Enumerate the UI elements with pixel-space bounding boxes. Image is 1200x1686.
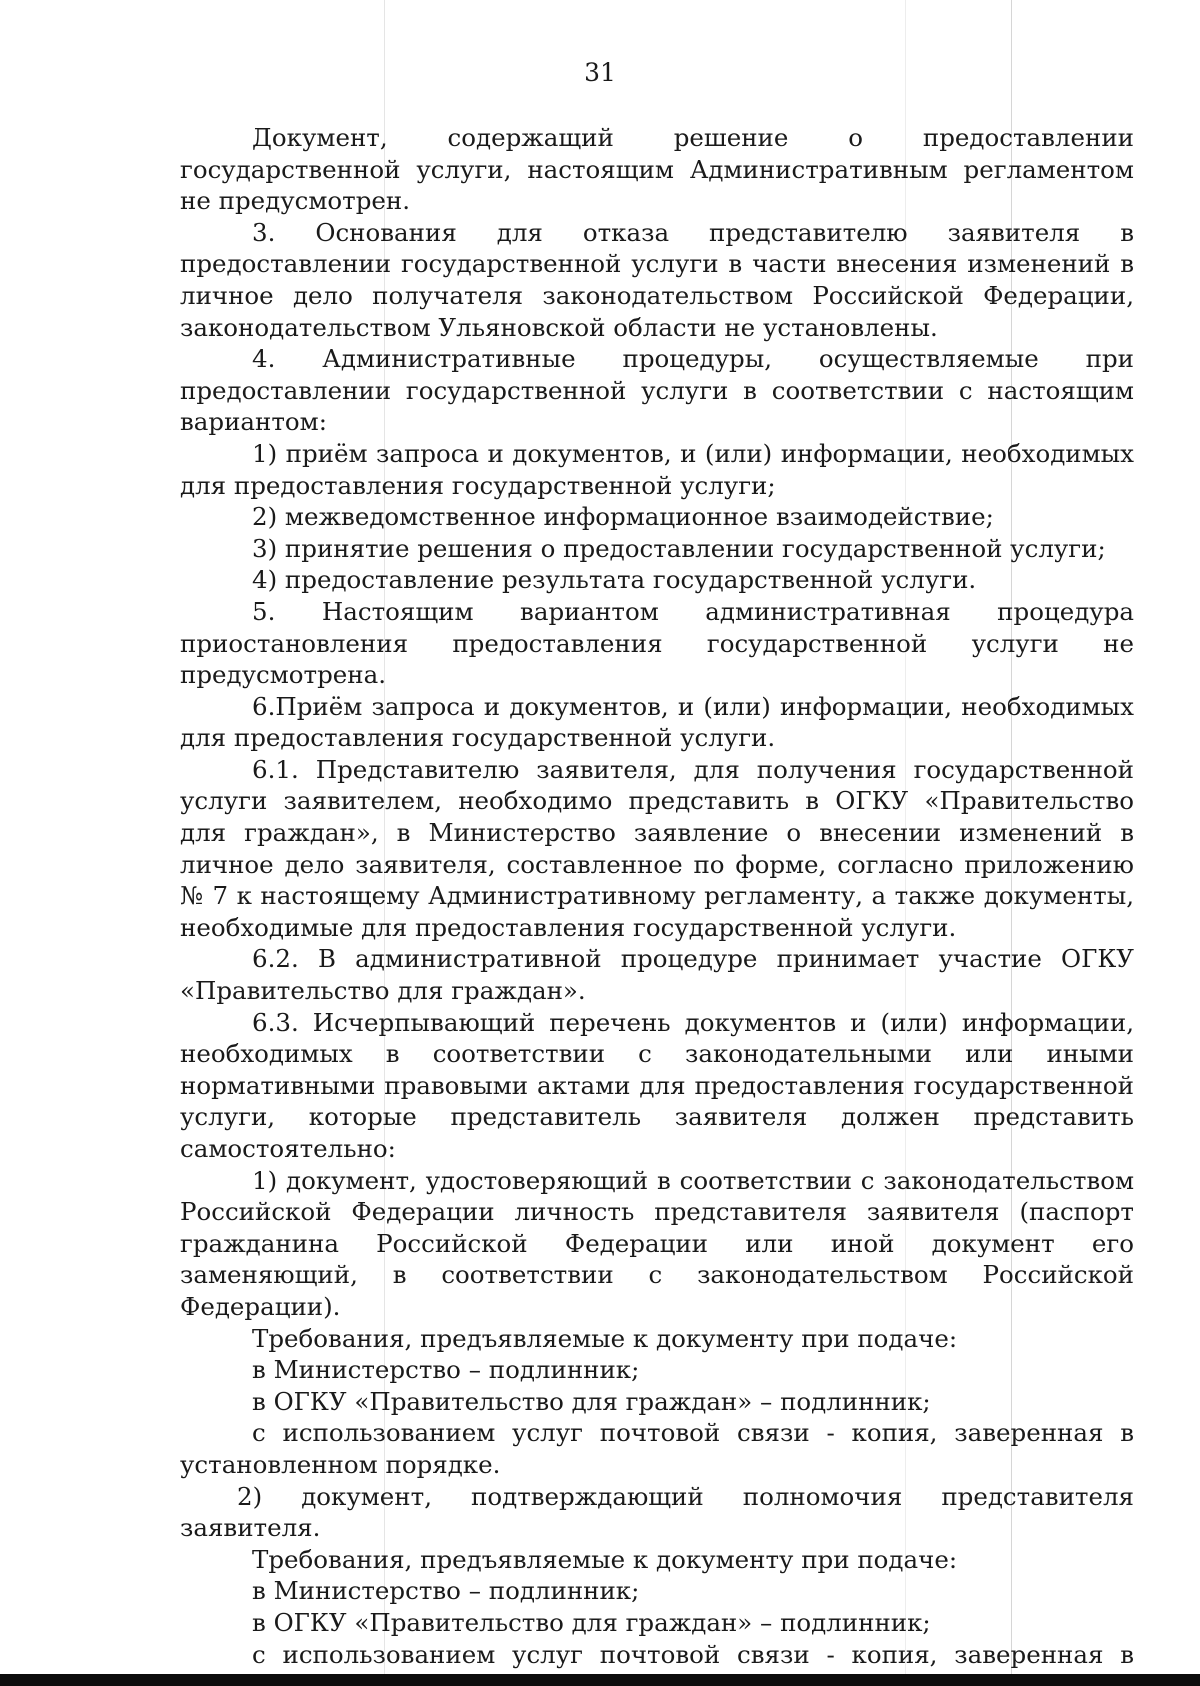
- paragraph: 6.3. Исчерпывающий перечень документов и (или) информации, необходимых в соответствии с законодательными или иными нормативными правовыми актами для предоставления государственной услуги, которые представитель заявителя должен представить самостоятельно:: [180, 1007, 1134, 1163]
- requirement-item: с использованием услуг почтовой связи - копия, заверенная в: [252, 1639, 1134, 1669]
- list-item: 2) межведомственное информационное взаимодействие;: [252, 502, 994, 532]
- paragraph: 6.Приём запроса и документов, и (или) информации, необходимых для предоставления государственной услуги.: [180, 691, 1134, 753]
- list-item: 1) документ, удостоверяющий в соответствии с законодательством Российской Федерации личность представителя заявителя (паспорт гражданина Российской Федерации или иной документ его заменяющий, в соответствии с законодательством Российской Федерации).: [180, 1165, 1134, 1321]
- paragraph: 3. Основания для отказа представителю заявителя в предоставлении государственной услуги в части внесения изменений в личное дело получателя законодательством Российской Федерации, законодательством Ульяновской области не установлены.: [180, 217, 1134, 342]
- list-item: 4) предоставление результата государственной услуги.: [252, 565, 977, 595]
- scan-bottom-edge: [0, 1674, 1200, 1686]
- requirement-item: в ОГКУ «Правительство для граждан» – подлинник;: [252, 1386, 931, 1416]
- paragraph: 6.2. В административной процедуре принимает участие ОГКУ «Правительство для граждан».: [180, 944, 1134, 1006]
- paragraph: 4. Административные процедуры, осуществляемые при предоставлении государственной услуги в соответствии с настоящим вариантом:: [180, 344, 1134, 437]
- requirements-heading: Требования, предъявляемые к документу при подаче:: [252, 1323, 958, 1353]
- requirement-item: с использованием услуг почтовой связи - копия, заверенная в установленном порядке.: [180, 1418, 1134, 1479]
- paragraph: Документ, содержащий решение о предоставлении государственной услуги, настоящим Административным регламентом не предусмотрен.: [180, 123, 1134, 216]
- list-item: 1) приём запроса и документов, и (или) информации, необходимых для предоставления государственной услуги;: [180, 438, 1134, 500]
- document-body: [180, 122, 1134, 1686]
- paragraph: 6.1. Представителю заявителя, для получения государственной услуги заявителем, необходимо представить в ОГКУ «Правительство для граждан», в Министерство заявление о внесении изменений в личное дело заявителя, составленное по форме, согласно приложению № 7 к настоящему Административному регламенту, а также документы, необходимые для предоставления государственной услуги.: [180, 754, 1134, 942]
- requirement-item: в Министерство – подлинник;: [252, 1576, 640, 1606]
- paragraph: 5. Настоящим вариантом административная процедура приостановления предоставления государственной услуги не предусмотрена.: [180, 596, 1134, 690]
- requirement-item: в Министерство – подлинник;: [252, 1355, 640, 1385]
- requirements-heading: Требования, предъявляемые к документу при подаче:: [252, 1544, 958, 1574]
- list-item: 3) принятие решения о предоставлении государственной услуги;: [252, 533, 1106, 563]
- list-item: 2) документ, подтверждающий полномочия представителя заявителя.: [180, 1481, 1134, 1543]
- requirement-item: в ОГКУ «Правительство для граждан» – подлинник;: [252, 1607, 931, 1637]
- page-number: 31: [584, 58, 616, 87]
